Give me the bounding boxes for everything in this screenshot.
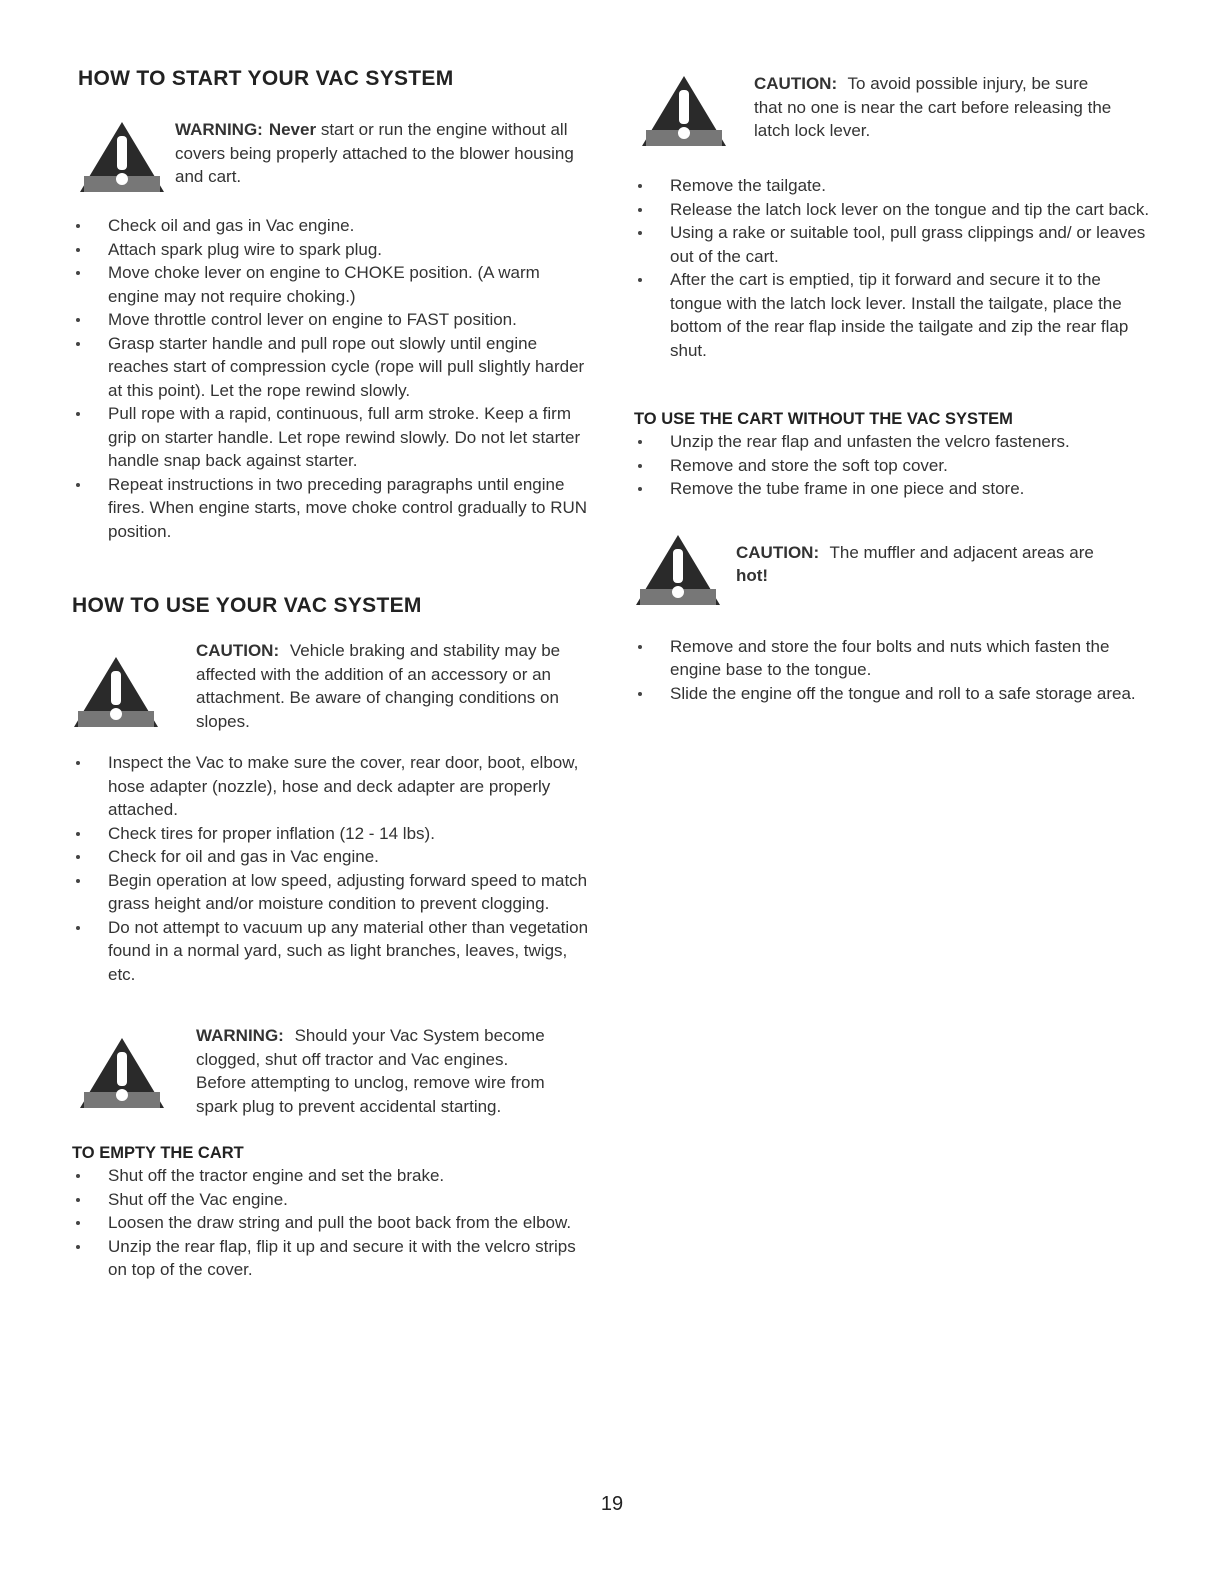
caution-label: CAUTION: [754,74,838,93]
warning-triangle-icon [72,639,196,731]
list-item: Shut off the tractor engine and set the brake. [72,1164,592,1188]
empty-caution-notice [640,72,1154,150]
use-steps-list [72,751,592,986]
caution-emphasis: hot! [736,566,769,585]
list-item: Loosen the draw string and pull the boot back from the elbow. [72,1211,592,1235]
warning-body: Should your Vac System become clogged, shut off tractor and Vac engines. Before attempting to unclog, remove wire from spark plug to prevent accidental starting. [196,1026,545,1116]
warning-triangle-icon [640,72,754,150]
without-caution-notice [634,531,1154,609]
list-item: Using a rake or suitable tool, pull grass clippings and/ or leaves out of the cart. [634,221,1154,268]
list-item: Unzip the rear flap and unfasten the velcro fasteners. [634,430,1154,454]
list-item: Inspect the Vac to make sure the cover, rear door, boot, elbow, hose adapter (nozzle), hose and deck adapter are properly attached. [72,751,592,822]
caution-label: CAUTION: [736,542,820,562]
warning-label: WARNING: [175,120,263,139]
list-item: Release the latch lock lever on the tongue and tip the cart back. [634,198,1154,222]
caution-body: Vehicle braking and stability may be affected with the addition of an accessory or an attachment. Be aware of changing conditions on slopes. [196,641,561,731]
without-caution-text [736,531,1126,588]
start-steps-list [72,214,592,543]
without-section-title: TO USE THE CART WITHOUT THE VAC SYSTEM [634,410,1013,428]
page-number: 19 [600,1493,624,1515]
list-item: Remove the tube frame in one piece and store. [634,477,1154,501]
caution-body: The muffler and adjacent areas are [829,542,1094,562]
right-column [634,72,1154,705]
warning-body: start or run the engine without all covers being properly attached to the blower housing and cart. [175,120,574,186]
warning-triangle-icon [634,531,736,609]
list-item: Remove and store the soft top cover. [634,454,1154,478]
list-item: Do not attempt to vacuum up any material other than vegetation found in a normal yard, such as light branches, leaves, twigs, etc. [72,916,592,987]
use-warning-notice [72,1024,592,1118]
start-warning-notice [78,118,592,196]
list-item: Unzip the rear flap, flip it up and secure it with the velcro strips on top of the cover. [72,1235,592,1282]
use-caution-text [196,639,566,733]
list-item: Begin operation at low speed, adjusting forward speed to match grass height and/or moisture condition to prevent clogging. [72,869,592,916]
list-item: Remove the tailgate. [634,174,1154,198]
caution-body: To avoid possible injury, be sure that no one is near the cart before releasing the latch lock lever. [754,74,1112,140]
list-item: After the cart is emptied, tip it forward and secure it to the tongue with the latch lock lever. Install the tailgate, place the bottom of the rear flap inside the tailgate and zip the rear flap shut. [634,268,1154,362]
use-caution-notice [72,639,592,733]
list-item: Check tires for proper inflation (12 - 14 lbs). [72,822,592,846]
start-warning-text [175,118,575,189]
warning-emphasis: Never [268,120,317,139]
empty-section-title: TO EMPTY THE CART [72,1144,244,1162]
list-item: Attach spark plug wire to spark plug. [72,238,592,262]
without-steps-list-continued [634,635,1154,706]
empty-steps-list [72,1164,592,1282]
list-item: Move throttle control lever on engine to FAST position. [72,308,592,332]
list-item: Move choke lever on engine to CHOKE position. (A warm engine may not require choking.) [72,261,592,308]
list-item: Slide the engine off the tongue and roll to a safe storage area. [634,682,1154,706]
start-section-title: HOW TO START YOUR VAC SYSTEM [78,67,454,90]
list-item: Repeat instructions in two preceding paragraphs until engine fires. When engine starts, move choke control gradually to RUN position. [72,473,592,544]
use-section-title: HOW TO USE YOUR VAC SYSTEM [72,594,422,617]
list-item: Remove and store the four bolts and nuts which fasten the engine base to the tongue. [634,635,1154,682]
left-column [72,66,592,1282]
warning-label: WARNING: [196,1026,284,1045]
empty-caution-text [754,72,1119,143]
list-item: Grasp starter handle and pull rope out slowly until engine reaches start of compression cycle (rope will pull slightly harder at this point). Let the rope rewind slowly. [72,332,592,403]
list-item: Shut off the Vac engine. [72,1188,592,1212]
list-item: Check oil and gas in Vac engine. [72,214,592,238]
list-item: Check for oil and gas in Vac engine. [72,845,592,869]
empty-steps-list-continued [634,174,1154,362]
use-warning-text [196,1024,546,1118]
warning-triangle-icon [78,118,175,196]
without-steps-list [634,430,1154,501]
list-item: Pull rope with a rapid, continuous, full arm stroke. Keep a firm grip on starter handle. Let rope rewind slowly. Do not let starter handle snap back against starter. [72,402,592,473]
warning-triangle-icon [72,1024,196,1112]
caution-label: CAUTION: [196,641,280,660]
